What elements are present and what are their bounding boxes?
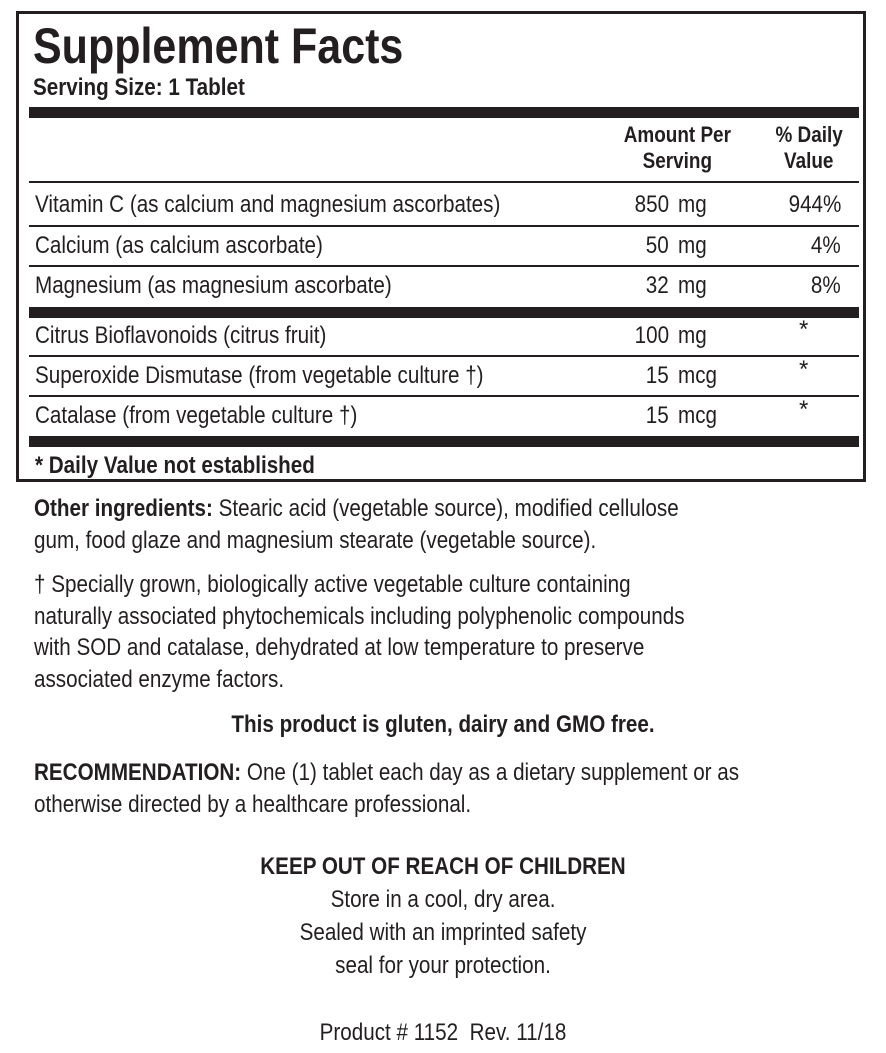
warning-heading: KEEP OUT OF REACH OF CHILDREN (260, 853, 626, 880)
nutrient-name: Magnesium (as magnesium ascorbate) (35, 272, 392, 299)
nutrient-amount: 50 (646, 232, 669, 259)
serving-size: Serving Size: 1 Tablet (33, 74, 245, 101)
recommendation (34, 757, 854, 820)
nutrient-name: Vitamin C (as calcium and magnesium ascorbates) (35, 191, 501, 218)
nutrient-row-magnesium (19, 266, 863, 306)
nutrient-amount: 850 (634, 191, 669, 218)
nutrient-amount: 100 (634, 322, 669, 349)
dagger-note-line: with SOD and catalase, dehydrated at low temperature to preserve (34, 634, 645, 661)
recommendation-label: RECOMMENDATION: (34, 759, 242, 786)
nutrient-name: Calcium (as calcium ascorbate) (35, 232, 323, 259)
dagger-note-line: † Specially grown, biologically active vegetable culture containing (34, 571, 631, 598)
nutrient-amount: 32 (646, 272, 669, 299)
nutrient-daily-value: * (799, 356, 809, 383)
nutrient-name: Citrus Bioflavonoids (citrus fruit) (35, 322, 327, 349)
nutrient-row-calcium (19, 226, 863, 266)
nutrient-daily-value: * (799, 396, 809, 423)
daily-value-header: % Daily Value (775, 122, 843, 173)
nutrient-amount: 15 (646, 362, 669, 389)
product-code: Product # 1152 Rev. 11/18 (319, 1019, 567, 1046)
recommendation-text: otherwise directed by a healthcare professional. (34, 790, 472, 818)
nutrient-row-citrus-bioflavonoids (19, 316, 863, 356)
nutrient-row-catalase (19, 396, 863, 436)
supplement-facts-panel (16, 11, 866, 482)
nutrient-name: Catalase (from vegetable culture †) (35, 402, 358, 429)
header-rule (29, 181, 859, 183)
dagger-note-line: associated enzyme factors. (34, 665, 285, 693)
panel-title: Supplement Facts (33, 18, 404, 74)
recommendation-text: One (1) tablet each day as a dietary supplement or as (241, 759, 740, 786)
nutrient-row-vitamin-c (19, 185, 863, 225)
nutrient-daily-value: 4% (811, 232, 841, 259)
thick-divider (29, 107, 859, 118)
amount-per-serving-header: Amount Per Serving (623, 122, 731, 173)
nutrient-unit: mg (678, 322, 707, 349)
nutrient-unit: mcg (678, 402, 717, 429)
nutrient-unit: mg (678, 232, 707, 259)
daily-value-footnote: * Daily Value not established (35, 452, 315, 479)
dagger-note (34, 569, 854, 695)
warning-line: Sealed with an imprinted safety (299, 919, 587, 946)
storage-warning (0, 850, 886, 982)
nutrient-row-superoxide-dismutase (19, 356, 863, 396)
thick-divider (29, 436, 859, 447)
nutrient-amount: 15 (646, 402, 669, 429)
nutrient-unit: mg (678, 272, 707, 299)
nutrient-unit: mcg (678, 362, 717, 389)
nutrient-daily-value: * (799, 316, 809, 343)
other-ingredients-text: gum, food glaze and magnesium stearate (vegetable source). (34, 526, 597, 554)
nutrient-unit: mg (678, 191, 707, 218)
other-ingredients-text: Stearic acid (vegetable source), modified cellulose (212, 495, 679, 522)
other-ingredients-label: Other ingredients: (34, 495, 213, 522)
other-ingredients (34, 493, 854, 556)
warning-line: seal for your protection. (335, 952, 551, 979)
dagger-note-line: naturally associated phytochemicals including polyphenolic compounds (34, 602, 685, 630)
nutrient-daily-value: 944% (788, 191, 841, 218)
free-statement: This product is gluten, dairy and GMO free. (231, 711, 655, 738)
nutrient-name: Superoxide Dismutase (from vegetable culture †) (35, 362, 484, 389)
warning-line: Store in a cool, dry area. (330, 886, 556, 913)
nutrient-daily-value: 8% (811, 272, 841, 299)
